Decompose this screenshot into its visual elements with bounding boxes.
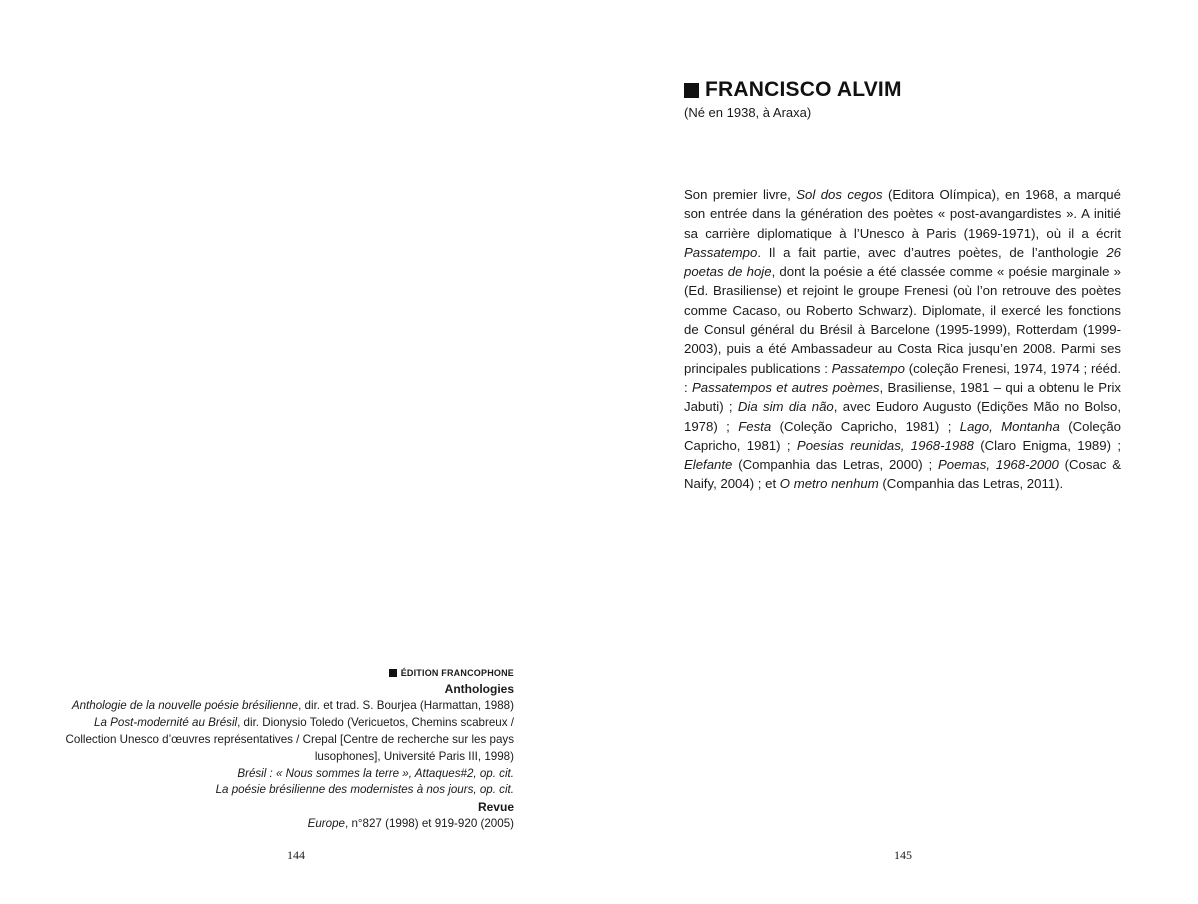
entry-title: La poésie brésilienne des modernistes à nos jours, op. cit.: [215, 783, 514, 797]
entry-details: , dir. et trad. S. Bourjea (Harmattan, 1988): [298, 698, 514, 712]
entry-title: Brésil : « Nous sommes la terre », Attaques#2, op. cit.: [237, 766, 514, 780]
entry-details: , n°827 (1998) et 919-920 (2005): [345, 817, 514, 831]
bio-text: (Claro Enigma, 1989) ;: [973, 437, 1121, 453]
right-page: [599, 0, 1198, 904]
bio-text: (Coleção Capricho, 1981) ;: [684, 418, 1121, 453]
bibliography-groups: [54, 681, 514, 833]
bibliography-entry: [54, 766, 514, 783]
bio-text: (Editora Olímpica), en 1968, a marqué son entrée dans la génération des poètes « post-avangardistes ». A initié sa carrière diplomatique à l’Unesco à Paris (1969-1971), où il a écrit: [684, 187, 1121, 241]
bio-italic-title: Sol dos cegos: [796, 187, 883, 202]
bio-italic-title: 26 poetas de hoje: [684, 244, 1121, 280]
bio-text: (Companhia das Letras, 2000) ;: [732, 457, 938, 473]
bio-text: (Companhia das Letras, 2011).: [878, 476, 1064, 492]
entry-title: La Post-modernité au Brésil: [94, 715, 238, 729]
square-bullet-icon: [389, 669, 397, 677]
bio-italic-title: Passatempo: [684, 244, 758, 260]
bio-italic-title: Elefante: [684, 457, 733, 473]
bio-text: (Coleção Capricho, 1981) ;: [771, 418, 960, 434]
entry-title: Anthologie de la nouvelle poésie brésilienne: [71, 698, 299, 712]
bio-text: Son premier livre,: [684, 187, 797, 202]
bibliography: [54, 665, 514, 833]
bio-text: , Brasiliense, 1981 – qui a obtenu le Prix Jabuti) ;: [684, 379, 1121, 415]
bio-text: , avec Eudoro Augusto (Edições Mão no Bolso, 1978) ;: [684, 399, 1122, 434]
bibliography-subheading: Anthologies: [444, 682, 514, 696]
bio-italic-title: Dia sim dia não: [737, 399, 834, 415]
page-number-left: 144: [287, 848, 305, 862]
bio-text: . Il a fait partie, avec d’autres poètes, de l’anthologie: [757, 244, 1107, 260]
bibliography-entry: [54, 715, 514, 766]
bio-text: , dont la poésie a été classée comme « poésie marginale » (Ed. Brasiliense) et rejoint le groupe Frenesi (où l’on retrouve des poètes comme Cacaso, ou Roberto Schwarz). Diplomate, il exercé les fonctions de Consul général du Brésil à Barcelone (1995-1999), Rotterdam (1999-2003), puis a été Ambassadeur au Costa Rica jusqu’en 2008. Parmi ses principales publications :: [684, 264, 1122, 376]
bio-italic-title: Lago, Montanha: [959, 418, 1060, 434]
bio-text: (Cosac & Naify, 2004) ; et: [684, 457, 1121, 492]
page-number-right: 145: [894, 848, 912, 862]
entry-details: , dir. Dionysio Toledo (Vericuetos, Chemins scabreux / Collection Unesco d’œuvres représentatives / Crepal [Centre de recherche sur les pays lusophones], Université Paris III, 1998): [65, 715, 514, 763]
square-bullet-icon: [684, 83, 699, 98]
bibliography-entry: [54, 782, 514, 799]
title-row: [684, 78, 902, 102]
bibliography-entry: [54, 816, 514, 833]
biography-paragraph: [684, 185, 1121, 494]
bio-italic-title: Poemas, 1968-2000: [937, 457, 1059, 473]
entry-title: Europe: [307, 817, 345, 831]
bio-italic-title: O metro nenhum: [779, 476, 879, 492]
bibliography-subheading: Revue: [477, 800, 514, 815]
bio-italic-title: Festa: [738, 418, 772, 434]
bio-italic-title: Poesias reunidas, 1968-1988: [796, 437, 974, 453]
bio-italic-title: Passatempo: [831, 360, 905, 376]
bio-text: (coleção Frenesi, 1974, 1974 ; rééd. :: [684, 360, 1122, 395]
author-subtitle: (Né en 1938, à Araxa): [684, 105, 812, 120]
bio-italic-title: Passatempos et autres poèmes: [692, 379, 880, 395]
section-heading: ÉDITION FRANCOPHONE: [54, 665, 514, 681]
bibliography-entry: [54, 698, 514, 715]
author-title: FRANCISCO ALVIM: [705, 78, 902, 101]
